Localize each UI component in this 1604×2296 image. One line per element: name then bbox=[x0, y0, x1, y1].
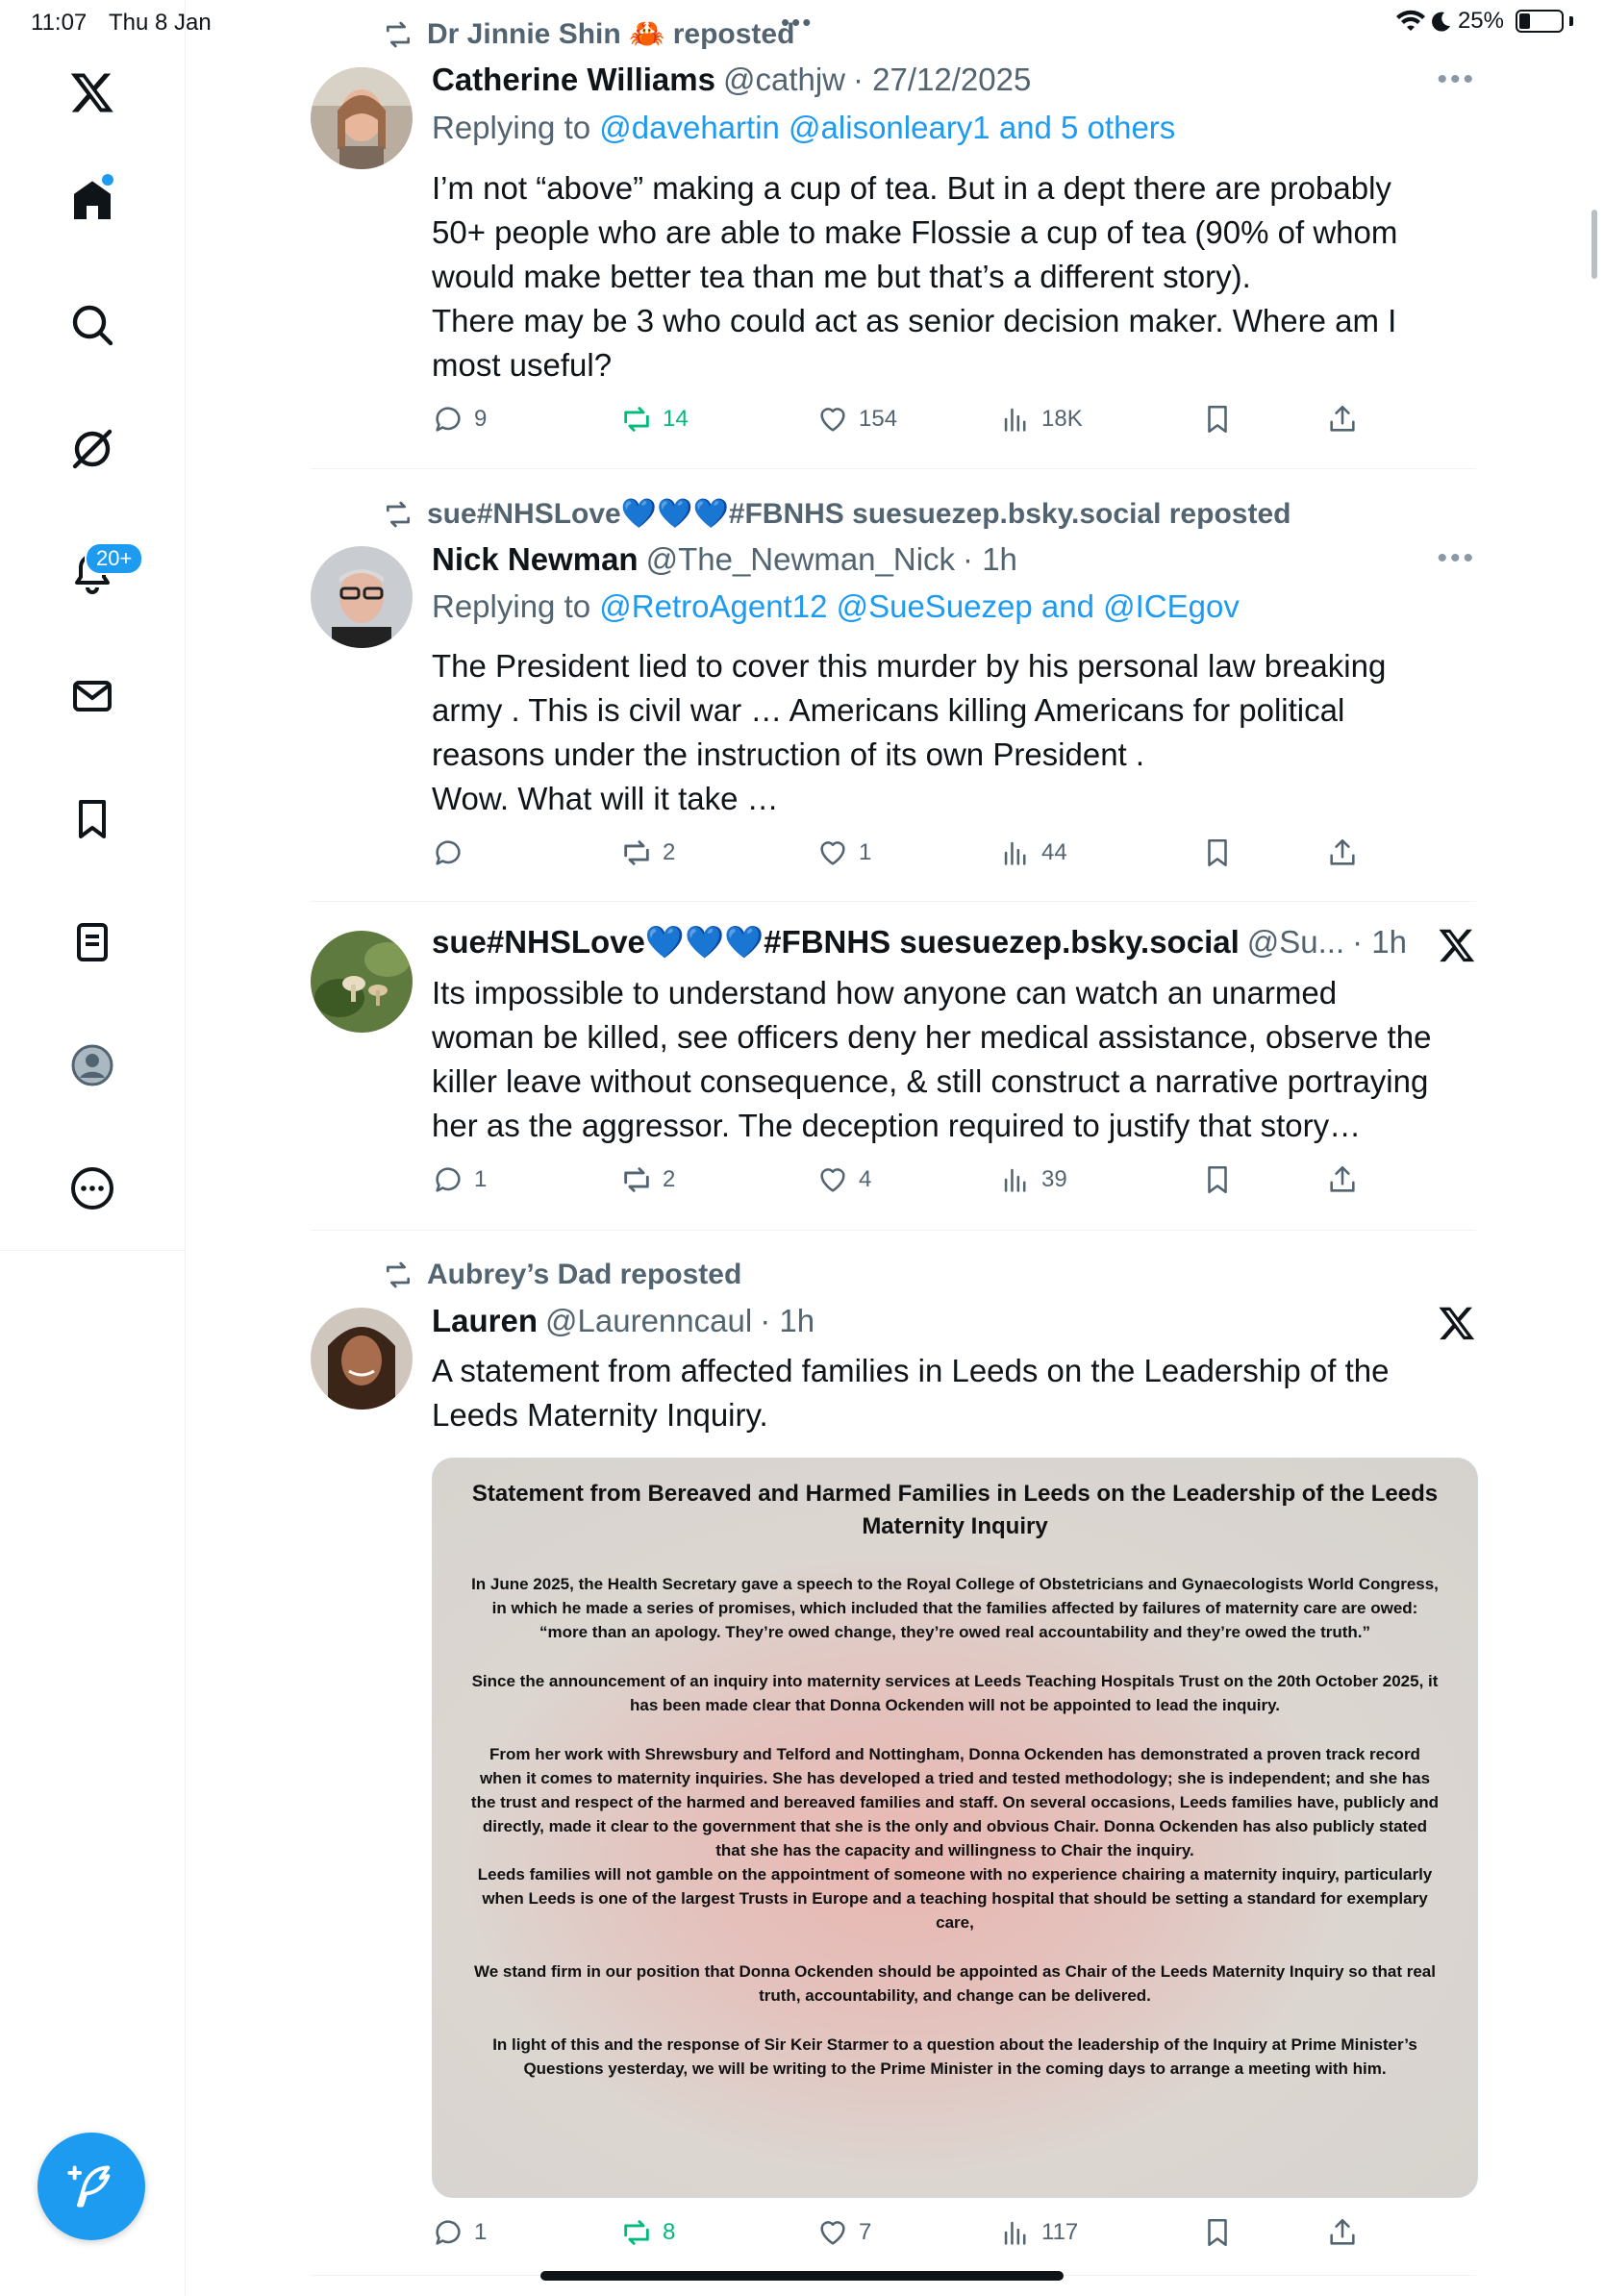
repost-icon bbox=[383, 1260, 414, 1290]
timestamp[interactable]: · 1h bbox=[1352, 924, 1408, 960]
status-date: Thu 8 Jan bbox=[109, 10, 212, 36]
x-logo-icon[interactable] bbox=[63, 63, 121, 121]
reply-button[interactable] bbox=[432, 1163, 487, 1196]
notifications-badge: 20+ bbox=[85, 542, 143, 575]
like-count: 7 bbox=[859, 2219, 872, 2245]
tweet-header bbox=[432, 62, 1031, 98]
share-button[interactable] bbox=[1326, 2216, 1359, 2249]
reply-button[interactable] bbox=[432, 836, 474, 869]
share-button[interactable] bbox=[1326, 836, 1359, 869]
messages-icon[interactable] bbox=[63, 667, 121, 725]
reposted-by[interactable]: sue#NHSLove💙💙💙#FBNHS suesuezep.bsky.social reposted bbox=[427, 498, 1291, 530]
like-button[interactable] bbox=[816, 403, 897, 436]
like-button[interactable] bbox=[816, 2216, 871, 2249]
reposted-by[interactable]: Aubrey’s Dad reposted bbox=[427, 1259, 742, 1290]
avatar[interactable] bbox=[311, 1308, 413, 1410]
replying-mentions[interactable]: @RetroAgent12 @SueSuezep and @ICEgov bbox=[599, 588, 1240, 624]
display-name[interactable]: sue#NHSLove💙💙💙#FBNHS suesuezep.bsky.social bbox=[432, 924, 1240, 960]
tweet-text: The President lied to cover this murder by his personal law breaking army . This is civil war … Americans killing Americans for political reasons under the instruction of its own President . Wow. What will it take … bbox=[432, 648, 1387, 816]
reply-icon bbox=[432, 2216, 464, 2249]
statement-paragraph: In June 2025, the Health Secretary gave a speech to the Royal College of Obstetricians and Gynaecologists World Congress, in which he made a series of promises, which included that the families affected by failures of maternity care are owed: “more than an apology. They’re owed change, they’re owed real accountability and they’re owed the truth.” bbox=[471, 1575, 1439, 1641]
replying-prefix: Replying to bbox=[432, 588, 591, 624]
tweet-text: A statement from affected families in Leeds on the Leadership of the Leeds Maternity Inquiry. bbox=[432, 1353, 1390, 1433]
lists-icon[interactable] bbox=[63, 913, 121, 971]
bookmark-button[interactable] bbox=[1201, 836, 1234, 869]
reply-count: 1 bbox=[474, 2219, 488, 2245]
repost-count: 2 bbox=[663, 839, 676, 865]
repost-indicator bbox=[383, 1259, 741, 1291]
handle[interactable]: @Laurenncaul bbox=[545, 1303, 753, 1338]
heart-icon bbox=[816, 836, 849, 869]
wifi-icon bbox=[1396, 10, 1425, 33]
statement-content bbox=[433, 1459, 1477, 2197]
like-button[interactable] bbox=[816, 1163, 871, 1196]
reply-icon bbox=[432, 836, 464, 869]
repost-button[interactable] bbox=[620, 403, 689, 436]
repost-button[interactable] bbox=[620, 1163, 675, 1196]
reposted-by[interactable]: Dr Jinnie Shin 🦀 reposted bbox=[427, 18, 795, 50]
view-count: 39 bbox=[1041, 1166, 1067, 1192]
statement-paragraph: From her work with Shrewsbury and Telford and Nottingham, Donna Ockenden has demonstrated a proven track record when it comes to maternity inquiries. She has developed a tried and tested methodology; she is independent; and she has the trust and respect of the harmed and bereaved families and staff. On several occasions, Leeds families have, publicly and directly, made it clear to the government that she is the only and obvious Chair. Donna Ockenden has also publicly stated that she has the capacity and willingness to Chair the inquiry. Leeds families will not gamble on the appointment of someone with no experience chairing a maternity inquiry, particularly when Leeds is one of the largest Trusts in Europe and a teaching hospital that should be setting a standard for exemplary care, bbox=[470, 1745, 1440, 1932]
repost-icon bbox=[383, 499, 414, 530]
tweet-actions bbox=[432, 1163, 1355, 1202]
repost-icon bbox=[620, 2216, 653, 2249]
tweet-actions bbox=[432, 2216, 1355, 2255]
display-name[interactable]: Lauren bbox=[432, 1303, 539, 1338]
timestamp[interactable]: · 1h bbox=[760, 1303, 815, 1338]
like-count: 154 bbox=[859, 406, 898, 432]
display-name[interactable]: Nick Newman bbox=[432, 541, 639, 577]
view-count: 18K bbox=[1041, 406, 1083, 432]
reply-button[interactable] bbox=[432, 403, 487, 436]
grok-icon[interactable] bbox=[63, 420, 121, 478]
reply-icon bbox=[432, 1163, 464, 1196]
bookmark-button[interactable] bbox=[1201, 2216, 1234, 2249]
reply-count: 1 bbox=[474, 1166, 488, 1192]
avatar[interactable] bbox=[311, 931, 413, 1033]
repost-count: 8 bbox=[663, 2219, 676, 2245]
views-icon bbox=[999, 2216, 1032, 2249]
views-button[interactable] bbox=[999, 836, 1067, 869]
handle[interactable]: @Su... bbox=[1246, 924, 1345, 960]
bookmark-button[interactable] bbox=[1201, 403, 1234, 436]
share-icon bbox=[1326, 1163, 1359, 1196]
repost-indicator bbox=[383, 497, 1291, 531]
share-icon bbox=[1326, 836, 1359, 869]
statement-paragraph: Since the announcement of an inquiry into maternity services at Leeds Teaching Hospitals Trust on the 20th October 2025, it has been made clear that Donna Ockenden will not be appointed to lead the inquiry. bbox=[471, 1672, 1439, 1714]
replying-mentions[interactable]: @davehartin @alisonleary1 and 5 others bbox=[599, 110, 1176, 145]
bookmark-icon bbox=[1201, 403, 1234, 436]
tweet-text: I’m not “above” making a cup of tea. But in a dept there are probably 50+ people who are able to make Flossie a cup of tea (90% of whom would make better tea than me but that’s a different story). There may be 3 who could act as senior decision maker. Where am I most useful? bbox=[432, 170, 1398, 383]
avatar[interactable] bbox=[311, 67, 413, 169]
bookmark-icon bbox=[1201, 836, 1234, 869]
view-count: 117 bbox=[1041, 2219, 1079, 2245]
search-icon[interactable] bbox=[63, 296, 121, 354]
status-right bbox=[1396, 8, 1573, 35]
multitasking-dots-icon[interactable]: ••• bbox=[781, 8, 814, 37]
tweet-actions bbox=[432, 836, 1355, 875]
statement-title: Statement from Bereaved and Harmed Families in Leeds on the Leadership of the Leeds Maternity Inquiry bbox=[471, 1481, 1439, 1539]
profile-icon[interactable] bbox=[63, 1036, 121, 1094]
more-icon[interactable]: ••• bbox=[1437, 542, 1476, 574]
battery-icon bbox=[1516, 10, 1564, 33]
views-button[interactable] bbox=[999, 2216, 1078, 2249]
timestamp[interactable]: · 1h bbox=[963, 541, 1017, 577]
heart-icon bbox=[816, 403, 849, 436]
like-count: 1 bbox=[859, 839, 872, 865]
tweet-divider bbox=[311, 1230, 1476, 1231]
bookmark-icon bbox=[1201, 2216, 1234, 2249]
repost-count: 14 bbox=[663, 406, 689, 432]
home-indicator[interactable] bbox=[540, 2271, 1064, 2281]
scrollbar[interactable] bbox=[1591, 210, 1597, 279]
views-button[interactable] bbox=[999, 403, 1083, 436]
views-icon bbox=[999, 836, 1032, 869]
tweet-header bbox=[432, 924, 1407, 961]
tweet-header bbox=[432, 1303, 815, 1339]
views-icon bbox=[999, 1163, 1032, 1196]
repost-icon bbox=[383, 19, 414, 50]
repost-icon bbox=[620, 1163, 653, 1196]
more-icon[interactable]: ••• bbox=[1437, 63, 1476, 95]
sidebar bbox=[0, 0, 186, 2296]
statement-paragraph: In light of this and the response of Sir Keir Starmer to a question about the leadership of the Inquiry at Prime Minister’s Questions yesterday, we will be writing to the Prime Minister in the coming days to arrange a meeting with him. bbox=[492, 2035, 1417, 2078]
view-count: 44 bbox=[1041, 839, 1067, 865]
tweet-actions bbox=[432, 403, 1355, 441]
repost-button[interactable] bbox=[620, 836, 675, 869]
heart-icon bbox=[816, 2216, 849, 2249]
like-button[interactable] bbox=[816, 836, 871, 869]
moon-icon bbox=[1431, 11, 1452, 32]
bookmark-icon bbox=[1201, 1163, 1234, 1196]
status-bar bbox=[0, 0, 1604, 46]
share-button[interactable] bbox=[1326, 403, 1359, 436]
heart-icon bbox=[816, 1163, 849, 1196]
repost-count: 2 bbox=[663, 1166, 676, 1192]
handle[interactable]: @The_Newman_Nick bbox=[645, 541, 956, 577]
home-unread-dot bbox=[102, 174, 113, 186]
display-name[interactable]: Catherine Williams bbox=[432, 62, 715, 97]
avatar[interactable] bbox=[311, 546, 413, 648]
timestamp[interactable]: · 27/12/2025 bbox=[853, 62, 1032, 97]
share-icon bbox=[1326, 2216, 1359, 2249]
repost-icon bbox=[620, 836, 653, 869]
tweet-header bbox=[432, 541, 1017, 578]
replying-to bbox=[432, 110, 1175, 146]
tweet-divider bbox=[311, 468, 1476, 469]
status-time: 11:07 bbox=[31, 10, 88, 36]
tweet-divider bbox=[311, 901, 1476, 902]
share-icon bbox=[1326, 403, 1359, 436]
bookmarks-icon[interactable] bbox=[63, 790, 121, 848]
share-button[interactable] bbox=[1326, 1163, 1359, 1196]
like-count: 4 bbox=[859, 1166, 872, 1192]
x-logo-icon[interactable] bbox=[1438, 926, 1476, 964]
views-button[interactable] bbox=[999, 1163, 1067, 1196]
repost-icon bbox=[620, 403, 653, 436]
reply-button[interactable] bbox=[432, 2216, 487, 2249]
compose-feather-icon bbox=[66, 2161, 116, 2211]
battery-level bbox=[1519, 13, 1530, 29]
statement-image[interactable] bbox=[432, 1458, 1478, 2198]
handle[interactable]: @cathjw bbox=[722, 62, 846, 97]
battery-nub bbox=[1569, 16, 1573, 26]
reply-icon bbox=[432, 403, 464, 436]
compose-button[interactable] bbox=[38, 2133, 145, 2240]
replying-prefix: Replying to bbox=[432, 110, 591, 145]
sidebar-divider bbox=[0, 1250, 186, 1251]
statement-paragraph: We stand firm in our position that Donna Ockenden should be appointed as Chair of the Leeds Maternity Inquiry so that real truth, accountability, and change can be delivered. bbox=[474, 1962, 1436, 2005]
x-logo-icon[interactable] bbox=[1438, 1304, 1476, 1342]
more-options-icon[interactable] bbox=[63, 1160, 121, 1217]
tweet-text: Its impossible to understand how anyone can watch an unarmed woman be killed, see officers deny her medical assistance, observe the killer leave without consequence, & still construct a narrative portraying her as the aggressor. The deception required to justify that story… bbox=[432, 975, 1432, 1143]
repost-button[interactable] bbox=[620, 2216, 675, 2249]
bookmark-button[interactable] bbox=[1201, 1163, 1234, 1196]
views-icon bbox=[999, 403, 1032, 436]
repost-indicator bbox=[383, 17, 794, 51]
battery-percent: 25% bbox=[1457, 8, 1504, 34]
replying-to bbox=[432, 588, 1240, 625]
reply-count: 9 bbox=[474, 406, 488, 432]
